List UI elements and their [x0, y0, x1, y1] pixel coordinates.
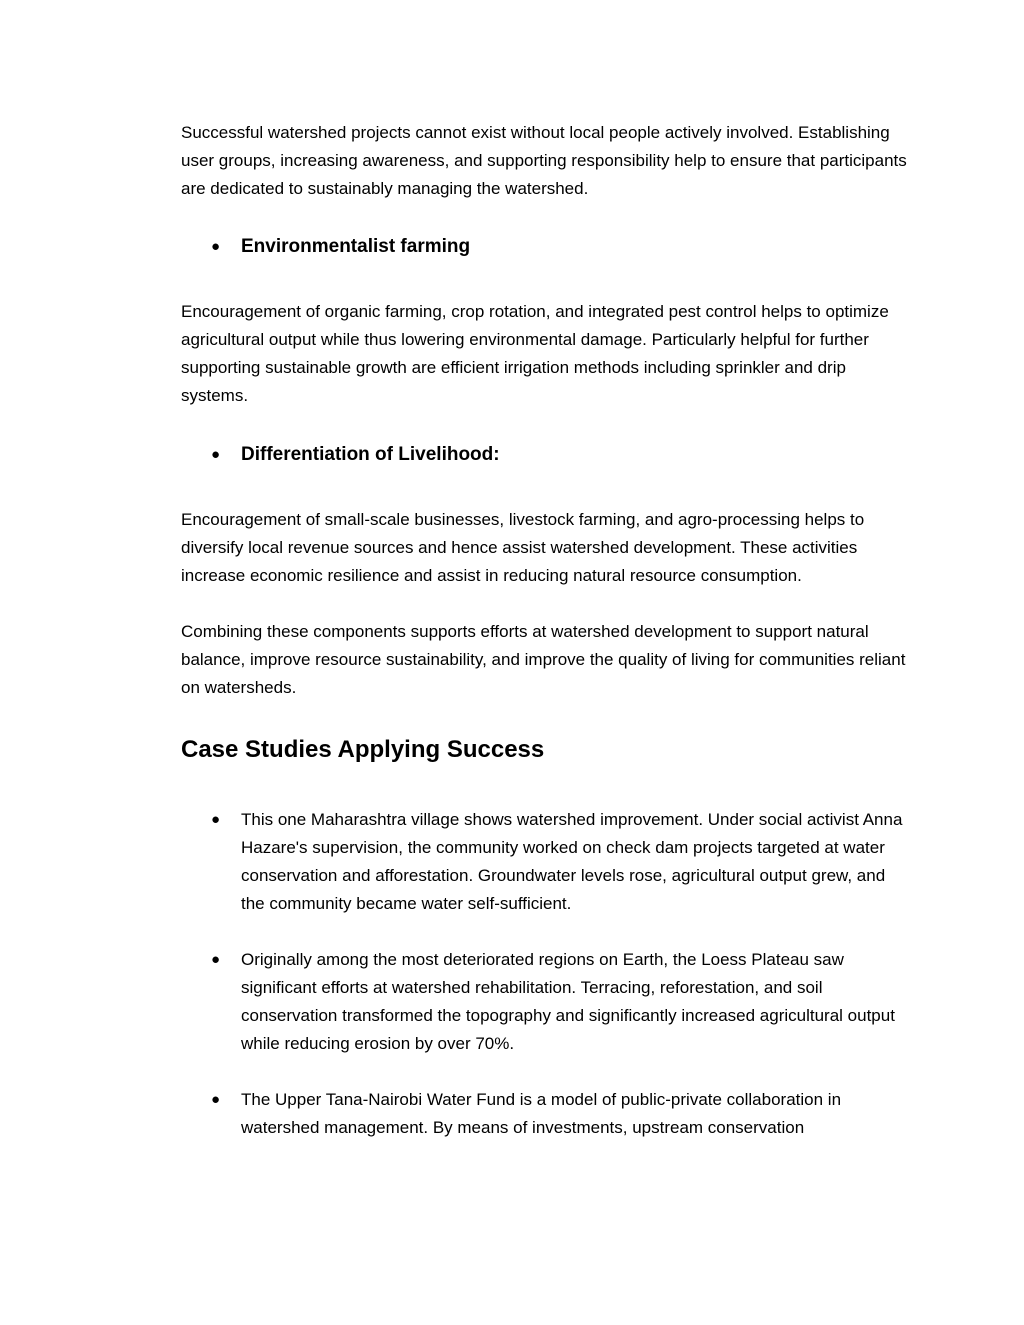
- bullet-icon: ●: [211, 446, 221, 463]
- combining-paragraph: Combining these components supports efforts at watershed development to support natural balance, improve resource sustainability, and improve the quality of living for communities reliant on watersheds.: [181, 622, 906, 697]
- case-study-text: This one Maharashtra village shows watershed improvement. Under social activist Anna Hazare's supervision, the community worked on check dam projects targeted at water conservation and afforestation. Groundwater levels rose, agricultural output grew, and the community became water self-sufficient.: [241, 810, 903, 913]
- document-page: [181, 119, 911, 1142]
- case-studies-list: [181, 806, 911, 1142]
- case-study-text: The Upper Tana-Nairobi Water Fund is a model of public-private collaboration in watershed management. By means of investments, upstream conservation: [241, 1090, 842, 1137]
- bullet-icon: ●: [211, 951, 221, 968]
- list-item: [181, 1086, 911, 1142]
- intro-paragraph: Successful watershed projects cannot exist without local people actively involved. Establishing user groups, increasing awareness, and supporting responsibility help to ensure that participants are dedicated to sustainably managing the watershed.: [181, 123, 907, 198]
- livelihood-paragraph: Encouragement of small-scale businesses, livestock farming, and agro-processing helps to diversify local revenue sources and hence assist watershed development. These activities increase economic resilience and assist in reducing natural resource consumption.: [181, 510, 865, 585]
- bullet-icon: ●: [211, 238, 221, 255]
- case-study-text: Originally among the most deteriorated regions on Earth, the Loess Plateau saw significant efforts at watershed rehabilitation. Terracing, reforestation, and soil conservation transformed the topography and significantly increased agricultural output while reducing erosion by over 70%.: [241, 950, 895, 1053]
- case-studies-title: Case Studies Applying Success: [181, 736, 545, 763]
- list-item: [181, 946, 911, 1058]
- environmentalist-farming-paragraph: Encouragement of organic farming, crop rotation, and integrated pest control helps to optimize agricultural output while thus lowering environmental damage. Particularly helpful for further supporting sustainable growth are efficient irrigation methods including sprinkler and drip systems.: [181, 302, 889, 405]
- environmentalist-farming-label: Environmentalist farming: [241, 236, 471, 257]
- livelihood-heading: [181, 441, 911, 469]
- environmentalist-farming-heading: [181, 233, 911, 261]
- bullet-icon: ●: [211, 811, 221, 828]
- bullet-icon: ●: [211, 1091, 221, 1108]
- livelihood-label: Differentiation of Livelihood:: [241, 444, 500, 465]
- list-item: [181, 806, 911, 918]
